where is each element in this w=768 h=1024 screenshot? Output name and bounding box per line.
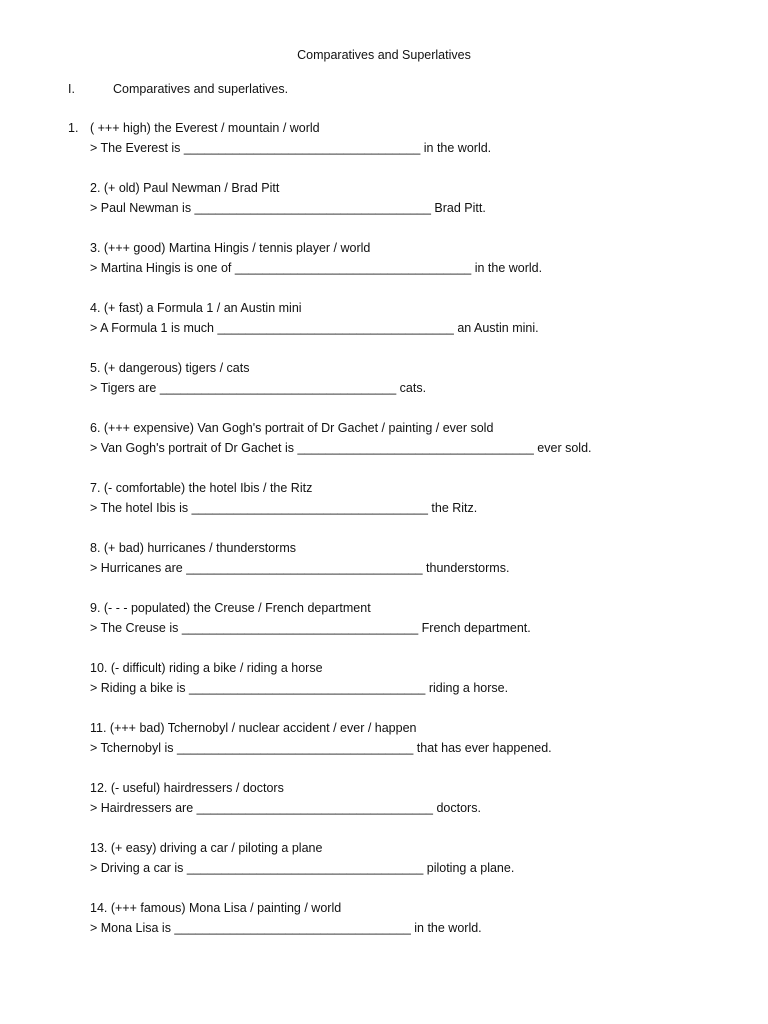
exercise-item: [68, 298, 539, 338]
exercise-prompt: 4. (+ fast) a Formula 1 / an Austin mini: [90, 301, 302, 315]
exercise-item: [68, 418, 592, 458]
exercise-item: [68, 538, 509, 578]
page-title: Comparatives and Superlatives: [297, 48, 471, 62]
exercise-item: [68, 238, 542, 278]
exercise-number: 1.: [68, 121, 79, 135]
exercise-answer-line: > Martina Hingis is one of __________________________________ in the world.: [90, 261, 543, 275]
exercise-prompt: ( +++ high) the Everest / mountain / world: [90, 121, 320, 135]
exercise-answer-line: > Riding a bike is __________________________________ riding a horse.: [90, 681, 509, 695]
exercise-prompt: 9. (- - - populated) the Creuse / French department: [90, 601, 371, 615]
exercise-answer-line: > Tigers are __________________________________ cats.: [90, 381, 427, 395]
exercise-item: [68, 478, 477, 518]
exercise-item: [68, 898, 482, 938]
exercise-answer-line: > Hairdressers are __________________________________ doctors.: [90, 801, 481, 815]
exercise-item: [68, 118, 491, 158]
exercise-item: [68, 598, 531, 638]
exercise-answer-line: > A Formula 1 is much __________________________________ an Austin mini.: [90, 321, 539, 335]
exercise-prompt: 10. (- difficult) riding a bike / riding a horse: [90, 661, 323, 675]
section-heading: [68, 81, 288, 97]
exercise-prompt: 5. (+ dangerous) tigers / cats: [90, 361, 250, 375]
exercise-prompt: 3. (+++ good) Martina Hingis / tennis player / world: [90, 241, 371, 255]
exercise-answer-line: > Mona Lisa is __________________________________ in the world.: [90, 921, 482, 935]
exercise-answer-line: > The hotel Ibis is __________________________________ the Ritz.: [90, 501, 478, 515]
exercise-answer-line: > Paul Newman is __________________________________ Brad Pitt.: [90, 201, 486, 215]
exercise-prompt: 2. (+ old) Paul Newman / Brad Pitt: [90, 181, 280, 195]
exercise-prompt: 14. (+++ famous) Mona Lisa / painting / world: [90, 901, 342, 915]
exercise-prompt: 11. (+++ bad) Tchernobyl / nuclear accident / ever / happen: [90, 721, 417, 735]
exercise-item: [68, 718, 552, 758]
exercise-answer-line: > Tchernobyl is __________________________________ that has ever happened.: [90, 741, 552, 755]
exercise-prompt: 13. (+ easy) driving a car / piloting a plane: [90, 841, 323, 855]
exercise-answer-line: > The Creuse is __________________________________ French department.: [90, 621, 531, 635]
section-number: I.: [68, 82, 75, 96]
exercise-prompt: 6. (+++ expensive) Van Gogh's portrait of Dr Gachet / painting / ever sold: [90, 421, 494, 435]
exercise-prompt: 8. (+ bad) hurricanes / thunderstorms: [90, 541, 296, 555]
exercise-answer-line: > Driving a car is __________________________________ piloting a plane.: [90, 861, 515, 875]
exercise-answer-line: > The Everest is __________________________________ in the world.: [90, 141, 492, 155]
exercise-prompt: 7. (- comfortable) the hotel Ibis / the Ritz: [90, 481, 313, 495]
exercise-item: [68, 178, 486, 218]
exercise-prompt: 12. (- useful) hairdressers / doctors: [90, 781, 284, 795]
exercise-item: [68, 358, 426, 398]
exercise-item: [68, 778, 481, 818]
exercise-item: [68, 658, 508, 698]
section-title: Comparatives and superlatives.: [113, 82, 289, 96]
exercise-answer-line: > Van Gogh's portrait of Dr Gachet is __________________________________ ever sold.: [90, 441, 592, 455]
exercise-answer-line: > Hurricanes are __________________________________ thunderstorms.: [90, 561, 510, 575]
exercise-item: [68, 838, 514, 878]
